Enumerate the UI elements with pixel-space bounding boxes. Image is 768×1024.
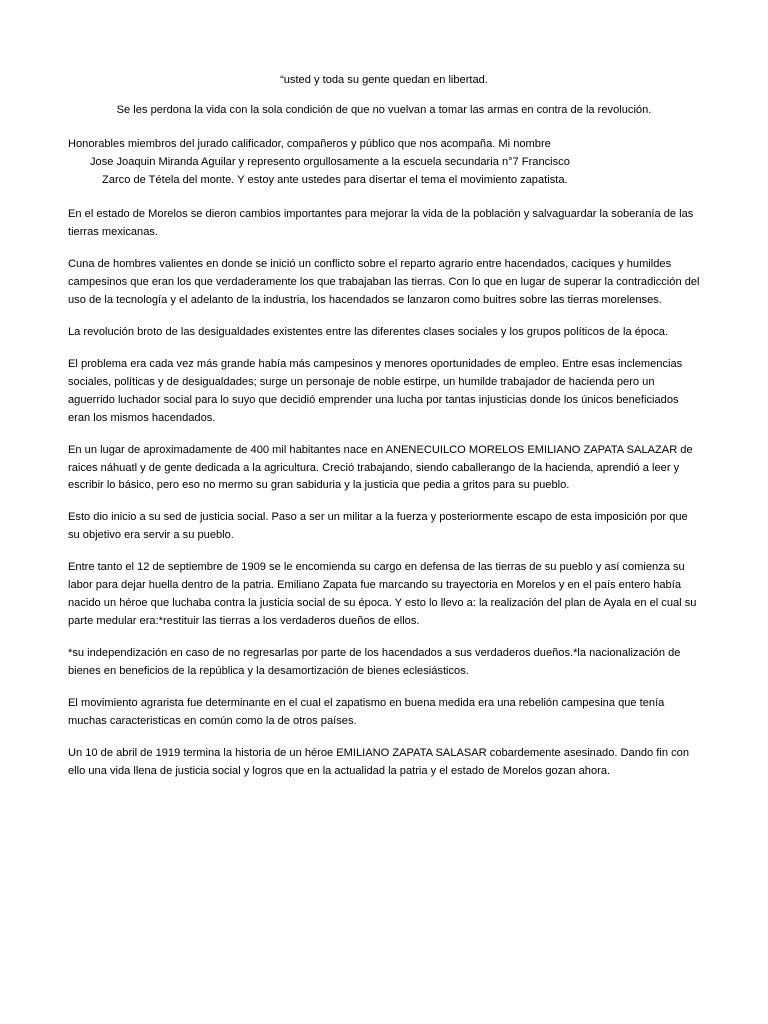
document-body — [68, 72, 700, 781]
paragraph: Esto dio inicio a su sed de justicia social. Paso a ser un militar a la fuerza y posteriormente escapo de esta imposición por que su objetivo era servir a su pueblo. — [68, 511, 688, 542]
paragraph: Un 10 de abril de 1919 termina la historia de un héroe EMILIANO ZAPATA SALASAR cobardemente asesinado. Dando fin con ello una vida llena de justicia social y logros que en la actualidad la patria y el estado de Morelos gozan ahora. — [68, 747, 689, 778]
paragraph: Cuna de hombres valientes en donde se inició un conflicto sobre el reparto agrario entre hacendados, caciques y humildes campesinos que eran los que verdaderamente los que trabajaban las tierras. Con lo que en lugar de superar la contradicción del uso de la tecnología y el adelanto de la industria, los hacendados se lanzaron como buitres sobre las tierras morelenses. — [68, 257, 700, 306]
paragraph: El movimiento agrarista fue determinante en el cual el zapatismo en buena medida era una rebelión campesina que tenía muchas caracteristicas en común como la de otros países. — [68, 697, 665, 728]
intro-paragraph — [68, 136, 700, 190]
intro-line-1: Honorables miembros del jurado calificador, compañeros y público que nos acompaña. Mi nombre — [68, 137, 551, 150]
quote-line-2: Se les perdona la vida con la sola condición de que no vuelvan a tomar las armas en contra de la revolución. — [116, 103, 652, 116]
paragraph: El problema era cada vez más grande había más campesinos y menores oportunidades de empleo. Entre esas inclemencias sociales, políticas y de desigualdades; surge un personaje de noble estirpe, un humilde trabajador de hacienda pero un aguerrido luchador social para lo suyo que decidió emprender una lucha por tantas injusticias donde los únicos beneficiados eran los mismos hacendados. — [68, 357, 683, 424]
paragraph: En un lugar de aproximadamente de 400 mil habitantes nace en ANENECUILCO MORELOS EMILIANO ZAPATA SALAZAR de raices náhuatl y de gente dedicada a la agricultura. Creció trabajando, siendo caballerango de la hacienda, aprendió a leer y escribir lo básico, pero eso no mermo su gran sabiduria y la justicia que pedia a gritos para su pueblo. — [68, 443, 693, 492]
quote-line-1: “usted y toda su gente quedan en libertad. — [280, 74, 488, 86]
intro-line-2: Jose Joaquin Miranda Aguilar y represento orgullosamente a la escuela secundaria n°7 Francisco — [90, 155, 570, 168]
paragraph: La revolución broto de las desigualdades existentes entre las diferentes clases sociales y los grupos políticos de la época. — [68, 325, 669, 338]
intro-line-3: Zarco de Tétela del monte. Y estoy ante ustedes para disertar el tema el movimiento zapatista. — [102, 173, 568, 186]
paragraph: En el estado de Morelos se dieron cambios importantes para mejorar la vida de la población y salvaguardar la soberanía de las tierras mexicanas. — [68, 207, 694, 238]
paragraph: *su independización en caso de no regresarlas por parte de los hacendados a sus verdaderos dueños.*la nacionalización de bienes en beneficios de la república y la desamortización de bienes eclesiásticos. — [68, 647, 681, 678]
paragraph: Entre tanto el 12 de septiembre de 1909 se le encomienda su cargo en defensa de las tierras de su pueblo y así comienza su labor para dejar huella dentro de la patria. Emiliano Zapata fue marcando su trayectoria en Morelos y en el país entero había nacido un héroe que luchaba contra la justicia social de su época. Y esto lo llevo a: la realización del plan de Ayala en el cual su parte medular era:*restituir las tierras a los verdaderos dueños de ellos. — [68, 561, 697, 628]
